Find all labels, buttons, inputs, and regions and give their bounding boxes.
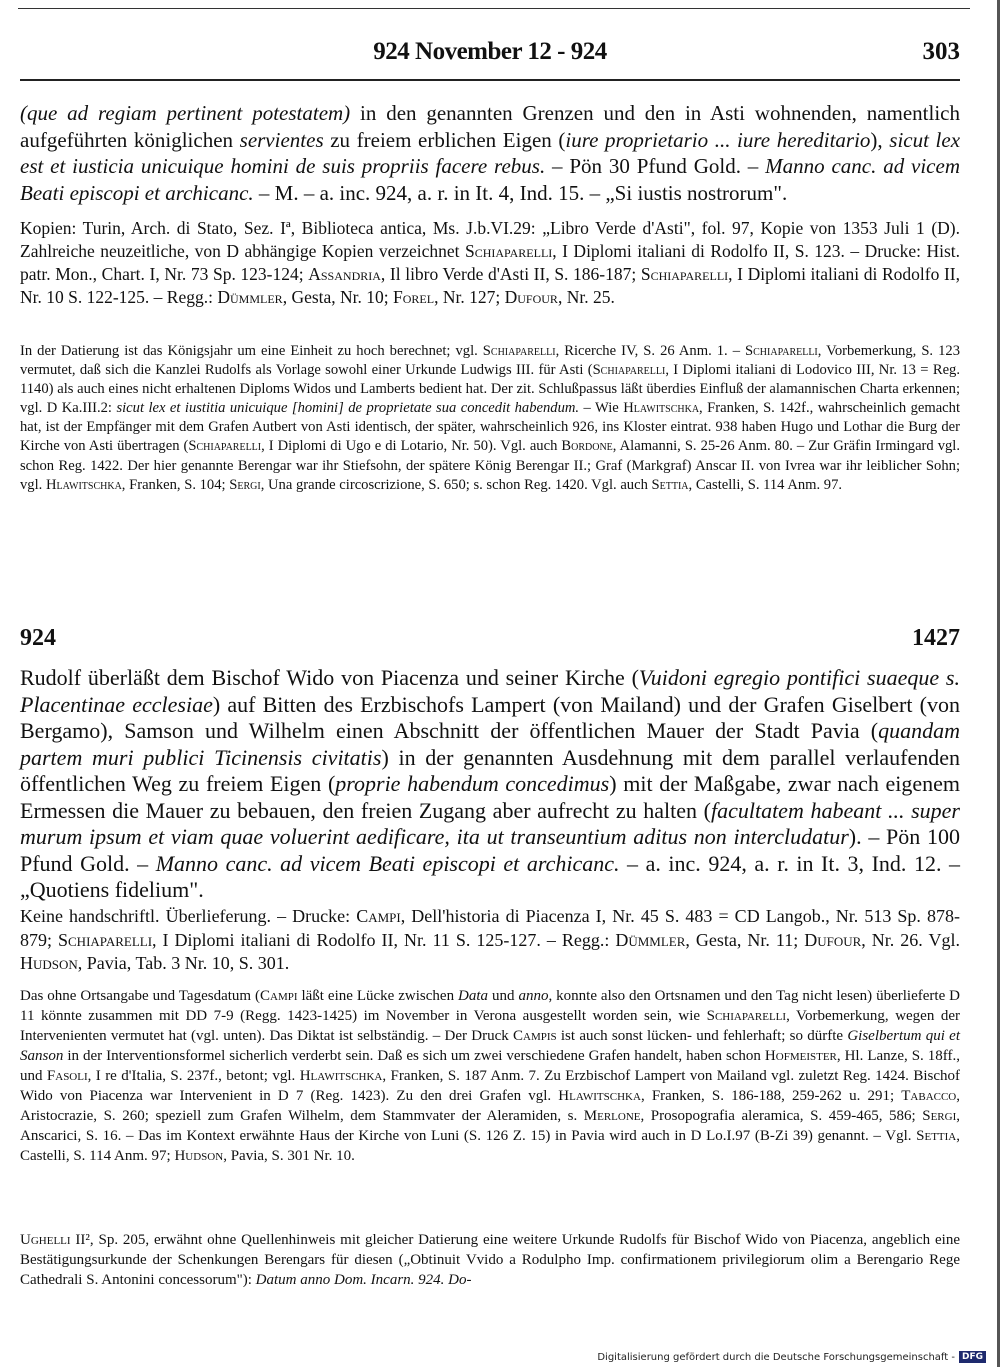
author-name: Dümmler (615, 929, 686, 950)
top-commentary-paragraph (20, 342, 960, 495)
author-name: Hudson (20, 953, 78, 973)
quoted-latin: Giselbertum qui et Sanson (20, 1028, 961, 1064)
author-name: Hlawitschka (558, 1088, 641, 1104)
text-run: ) mit der Maßgabe, zwar nach eigenem Ermessen die Mauer zu bebauen, den freien Zugang aber aufrecht zu halten ( (20, 771, 960, 823)
author-name: Schiaparelli (464, 241, 553, 261)
text-run: , Alamanni, S. 25-26 Anm. 80. – Zur Gräfin Irmingard vgl. schon Reg. 1422. Der hier genannte Berengar war ihr Stiefsohn, der spätere König Berengar II.; Graf (Markgraf) Anscar II. von Ivrea war ihr leiblicher Sohn; vgl. (20, 438, 960, 493)
author-name: Fasoli (46, 1068, 88, 1084)
text-run: ist auch sonst lücken- und fehlerhaft; so dürfte (556, 1028, 848, 1044)
credit-text: Digitalisierung gefördert durch die Deutsche Forschungsgemeinschaft - (597, 1351, 955, 1363)
text-run: , Franken, S. 186-188, 259-262 u. 291; (640, 1088, 902, 1104)
quoted-latin: iure proprietario ... iure hereditario (565, 127, 871, 152)
author-name: Dufour (504, 287, 558, 307)
text-run: läßt eine Lücke zwischen (297, 988, 459, 1004)
regest-paragraph (20, 665, 960, 904)
commentary-1 (20, 986, 960, 1166)
top-regest-text (20, 100, 960, 206)
quoted-latin: anno (518, 988, 549, 1004)
quoted-latin: quandam partem muri publici Ticinensis civitatis (20, 718, 960, 770)
author-name: Schiaparelli (706, 1008, 787, 1024)
quoted-latin: sicut lex est et iusticia unicuique homini de suis propriis facere rebus. (20, 127, 961, 178)
text-run: , Il libro Verde d'Asti II, S. 186-187; (380, 264, 641, 284)
author-name: Campi (356, 906, 401, 926)
text-run: und (488, 988, 519, 1004)
author-name: Campi (260, 988, 298, 1004)
author-name: Forel (393, 287, 435, 307)
author-name: Hofmeister (764, 1048, 837, 1064)
text-run: Kopien: Turin, Arch. di Stato, Sez. Iª, Biblioteca antica, Ms. J.b.VI.29: „Libro Verde d'Asti", fol. 97, Kopie von 1353 Juli 1 (D). Zahlreiche neuzeitliche, von D abhängige Kopien verzeichnet (20, 218, 960, 261)
text-run: in der Interventionsformel sicherlich verderbt sein. Daß es sich um zwei verschiedene Grafen handelt, haben schon (63, 1048, 765, 1064)
top-kopien-paragraph (20, 217, 960, 309)
text-run: , Gesta, Nr. 10; (282, 287, 394, 307)
entry-date: 924 (20, 625, 56, 651)
text-run: , Gesta, Nr. 11; (685, 929, 805, 950)
text-run: , I Diplomi italiani di Rodolfo II, S. 123. – Drucke: Hist. patr. Mon., Chart. I, Nr. 73 Sp. 123-124; (20, 241, 960, 284)
text-run: , Franken, S. 104; (121, 476, 230, 493)
text-run: , Franken, S. 142f., wahrscheinlich gemacht hat, ist der Empfänger mit dem Grafen Autbert von Asti identisch, der später, wahrscheinlich 926, ins Kloster eintrat. 938 haben Hugo und Lothar die Burg der Kirche von Asti übertragen ( (20, 400, 960, 455)
author-name: Hlawitschka (45, 476, 122, 493)
entry-number: 1427 (912, 625, 960, 651)
author-name: Ughelli (20, 1232, 71, 1248)
digitization-credit (597, 1351, 986, 1363)
text-run: , Hl. Lanze, S. 18ff., und (20, 1048, 960, 1084)
quoted-latin: (que ad regiam pertinent potestatem) (20, 101, 351, 125)
text-run: Das ohne Ortsangabe und Tagesdatum ( (20, 988, 261, 1004)
quoted-latin: servientes (239, 127, 324, 152)
commentary-2 (20, 1230, 960, 1290)
text-run: ), (870, 127, 890, 152)
text-run: – a. inc. 924, a. r. in It. 3, Ind. 12. – „Quotiens fidelium". (20, 850, 961, 902)
entry-heading (20, 625, 960, 655)
text-run: ). – Pön 100 Pfund Gold. – (20, 824, 961, 876)
author-name: Tabacco (901, 1088, 957, 1104)
text-run: zu freiem erblichen Eigen ( (323, 127, 566, 152)
author-name: Dümmler (217, 287, 283, 307)
text-run: , Vorbemerkung, wegen der Intervenienten vermutet hat (vgl. unten). Das Diktat ist selbständig. – Der Druck (20, 1008, 961, 1044)
text-run: In der Datierung ist das Königsjahr um eine Einheit zu hoch berechnet; vgl. (20, 343, 483, 359)
author-name: Schiaparelli (640, 264, 729, 284)
top-kopien-text (20, 217, 960, 309)
quoted-latin: sicut lex et iustitia unicuique [homini] de proprietate sua concedit habendum. (116, 400, 580, 417)
text-run: in den genannten Grenzen und den in Asti wohnenden, namentlich aufgeführten königlichen (20, 101, 961, 152)
text-run: , I Diplomi italiani di Lodovico III, Nr. 13 = Reg. 1140) als auch eines nicht erhaltenen Diploms Widos und Lamberts bedient hat. Der zit. Schlußpassus läßt überdies Einfluß der alamannischen Charta erkennen; vgl. D Ka.III.2: (20, 362, 960, 417)
text-run: , I Diplomi italiani di Rodolfo II, Nr. 10 S. 122-125. – Regg.: (20, 264, 960, 307)
author-name: Hlawitschka (299, 1068, 383, 1084)
text-run: , Una grande circoscrizione, S. 650; s. schon Reg. 1420. Vgl. auch (260, 476, 652, 493)
quoted-latin: proprie habendum concedimus (335, 771, 610, 796)
author-name: Schiaparelli (188, 438, 262, 455)
author-name: Campis (513, 1028, 557, 1044)
author-name: Merlone (583, 1108, 641, 1124)
text-run: , Pavia, S. 301 Nr. 10. (223, 1148, 355, 1164)
text-run: ) in der genannten Ausdehnung mit dem parallel verlaufenden öffentlichen Weg zu freiem Eigen ( (20, 744, 961, 796)
quoted-latin: Manno canc. ad vicem Beati episcopi et archicanc. (155, 850, 620, 876)
text-run: , Vorbemerkung, S. 123 vermutet, daß sich die Kanzlei Rudolfs als Vorlage sowohl einer Urkunde Ludwigs III. für Asti ( (20, 343, 960, 379)
quoted-latin: Data (458, 988, 489, 1004)
commentary-2-paragraph (20, 1230, 960, 1290)
text-run: , I Diplomi italiani di Rodolfo II, Nr. 11 S. 125-127. – Regg.: (152, 929, 616, 950)
author-name: Settia (651, 476, 689, 493)
author-name: Schiaparelli (592, 362, 666, 379)
text-run: ) auf Bitten des Erzbischofs Lampert (von Mailand) und der Grafen Giselbert (von Bergamo), Samson und Wilhelm einen Abschnitt der öffentlichen Mauer der Stadt Pavia ( (20, 691, 960, 743)
top-scan-edge (18, 8, 970, 9)
quoted-latin: Vuidoni egregio pontifici suaeque s. Placentinae ecclesiae (20, 665, 960, 717)
quoted-latin: Datum anno Dom. Incarn. 924. Do- (255, 1272, 472, 1288)
author-name: Bordone (561, 438, 613, 455)
author-name: Assandria (308, 264, 381, 284)
text-run: – Pön 30 Pfund Gold. – (545, 154, 766, 178)
ueberlieferung-paragraph (20, 905, 960, 976)
page-number: 303 (922, 38, 960, 65)
text-run: , I re d'Italia, S. 237f., betont; vgl. (87, 1068, 300, 1084)
author-name: Schiaparelli (58, 929, 153, 950)
text-run: , I Diplomi di Ugo e di Lotario, Nr. 50). Vgl. auch (261, 438, 562, 455)
text-run: , Nr. 127; (434, 287, 505, 307)
commentary-1-paragraph (20, 986, 960, 1166)
text-run: Rudolf überläßt dem Bischof Wido von Piacenza und seiner Kirche ( (20, 665, 639, 690)
text-run: , Franken, S. 187 Anm. 7. Zu Erzbischof Lampert von Mailand vgl. zuletzt Reg. 1424. Bischof Wido von Piacenza war Intervenient in D 7 (Reg. 1423). Zu den drei Grafen vgl. (20, 1068, 960, 1104)
author-name: Hlawitschka (623, 400, 700, 417)
quoted-latin: facultatem habeant ... super murum ipsum et viam quae voluerint aedificare, ita ut transeuntium aditus non intercludatur (20, 797, 960, 849)
text-run: Keine handschriftl. Überlieferung. – Drucke: (20, 906, 357, 926)
header-rule (20, 79, 960, 81)
regest-1427 (20, 665, 960, 904)
text-run: II², Sp. 205, erwähnt ohne Quellenhinweis mit gleicher Datierung eine weitere Urkunde Rudolfs für Bischof Wido von Piacenza, angeblich eine Bestätigungsurkunde der Schenkungen Berengars für diesen („Obtinuit Vvido a Rodulpho Imp. confirmationem privilegiorum olim a Berengario Rege Cathedrali S. Antonini concessorum"): (20, 1232, 960, 1288)
author-name: Schiaparelli (482, 343, 556, 359)
text-run: , Nr. 26. Vgl. (861, 929, 960, 950)
text-run: , Ricerche IV, S. 26 Anm. 1. – (555, 343, 746, 359)
text-run: , Aristocrazie, S. 260; speziell zum Grafen Wilhelm, dem Stammvater der Aleramiden, s. (20, 1088, 961, 1124)
author-name: Hudson (174, 1148, 224, 1164)
author-name: Schiaparelli (745, 343, 818, 359)
ueberlieferung (20, 905, 960, 976)
author-name: Sergi (229, 476, 261, 493)
text-run: – M. – a. inc. 924, a. r. in It. 4, Ind. 15. – „Si iustis nostrorum". (253, 180, 788, 205)
text-run: , Dell'historia di Piacenza I, Nr. 45 S. 483 = CD Langob., Nr. 513 Sp. 878-879; (20, 906, 960, 950)
author-name: Dufour (804, 929, 862, 950)
quoted-latin: Manno canc. ad vicem Beati episcopi et archicanc. (20, 154, 960, 205)
text-run: , Castelli, S. 114 Anm. 97; (20, 1128, 960, 1164)
top-regest-paragraph (20, 100, 960, 206)
dfg-logo: DFG (959, 1351, 986, 1363)
running-title: 924 November 12 - 924 (373, 38, 607, 65)
text-run: , Nr. 25. (557, 287, 615, 307)
author-name: Settia (916, 1128, 957, 1144)
text-run: , Prosopografia aleramica, S. 459-465, 586; (640, 1108, 923, 1124)
top-commentary (20, 342, 960, 495)
text-run: – Wie (579, 400, 624, 417)
text-run: , konnte also den Ortsnamen und den Tag nicht lesen) überlieferte D 11 könnte zusammen mit DD 7-9 (Regg. 1423-1425) im November in Verona ausgestellt worden sein, wie (20, 988, 961, 1024)
page-header (20, 38, 960, 74)
text-run: , Pavia, Tab. 3 Nr. 10, S. 301. (77, 953, 290, 973)
author-name: Sergi (922, 1108, 957, 1124)
text-run: , Anscarici, S. 16. – Das im Kontext erwähnte Haus der Kirche von Luni (S. 126 Z. 15) in Pavia wird auch in D Lo.I.97 (B-Zi 39) genannt. – Vgl. (20, 1108, 960, 1144)
text-run: , Castelli, S. 114 Anm. 97. (688, 476, 843, 493)
